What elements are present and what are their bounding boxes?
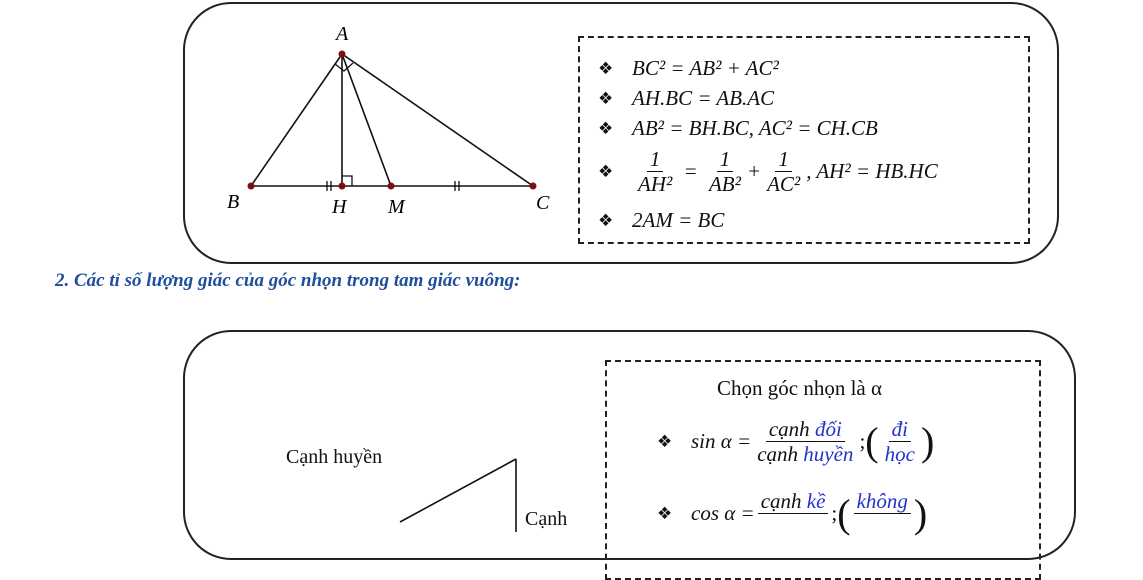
point-a	[339, 51, 346, 58]
triangle-abc-diagram	[215, 16, 575, 256]
fraction-1-ah2: $\frac{1}{\text{AH²}}$	[638, 147, 673, 196]
point-m	[388, 183, 395, 190]
label-c: C	[536, 192, 550, 214]
point-b	[248, 183, 255, 190]
right-angle-mark-a	[335, 63, 353, 71]
cos-mnemonic: không	[854, 490, 911, 537]
triangle-hypotenuse	[400, 459, 516, 522]
point-h	[339, 183, 346, 190]
right-triangle-diagram	[185, 332, 605, 532]
formula-median: ❖ 2AM = BC	[598, 208, 725, 232]
formula-projection: ❖ AB² = BH.BC, AC² = CH.CB	[598, 116, 878, 140]
diamond-bullet-icon: ❖	[598, 88, 614, 109]
label-b: B	[227, 191, 240, 213]
median-am	[342, 54, 391, 186]
side-ac	[342, 54, 533, 186]
label-m: M	[388, 196, 405, 218]
cos-fraction: cạnh kề	[758, 490, 829, 537]
diamond-bullet-icon: ❖	[598, 161, 614, 182]
label-a: A	[336, 23, 349, 45]
side-label: Cạnh	[525, 508, 568, 530]
choose-angle-text: Chọn góc nhọn là α	[717, 376, 882, 400]
cos-formula: ❖ cos α = cạnh kề ; ( không )	[657, 489, 928, 536]
sin-fraction: $\frac{\text{cạnh đối}}{\text{cạnh huyền}}$	[757, 417, 854, 466]
formula-area: ❖ AH.BC = AB.AC	[598, 86, 775, 110]
formula-dashed-box	[578, 36, 1030, 244]
formula-pythagoras: ❖ BC² = AB² + AC²	[598, 56, 779, 80]
formula-reciprocal: ❖ $\frac{1}{\text{AH²}}$ = $\frac{1}{\text{AB²}}$ + $\frac{1}{\text{AC²}}$ , AH² = HB.HC	[598, 147, 938, 196]
sin-formula: ❖ sin α = $\frac{\text{cạnh đối}}{\text{cạnh huyền}}$ ; ( $\frac{đi}{\text{học}}$ )	[657, 417, 935, 466]
sin-mnemonic: $\frac{đi}{\text{học}}$	[884, 417, 915, 466]
trig-ratios-box	[183, 330, 1076, 560]
fraction-1-ac2: $\frac{1}{\text{AC²}}$	[767, 147, 801, 196]
diamond-bullet-icon: ❖	[598, 58, 614, 79]
point-c	[530, 183, 537, 190]
label-h: H	[332, 196, 347, 218]
section-heading: 2. Các tỉ số lượng giác của góc nhọn trong tam giác vuông:	[55, 270, 521, 291]
diamond-bullet-icon: ❖	[657, 503, 673, 524]
diamond-bullet-icon: ❖	[657, 431, 673, 452]
hypotenuse-label: Cạnh huyền	[286, 446, 383, 468]
side-ab	[251, 54, 342, 186]
right-triangle-relations-box	[183, 2, 1059, 264]
diamond-bullet-icon: ❖	[598, 210, 614, 231]
fraction-1-ab2: $\frac{1}{\text{AB²}}$	[708, 147, 741, 196]
trig-dashed-box	[605, 360, 1041, 580]
diamond-bullet-icon: ❖	[598, 118, 614, 139]
